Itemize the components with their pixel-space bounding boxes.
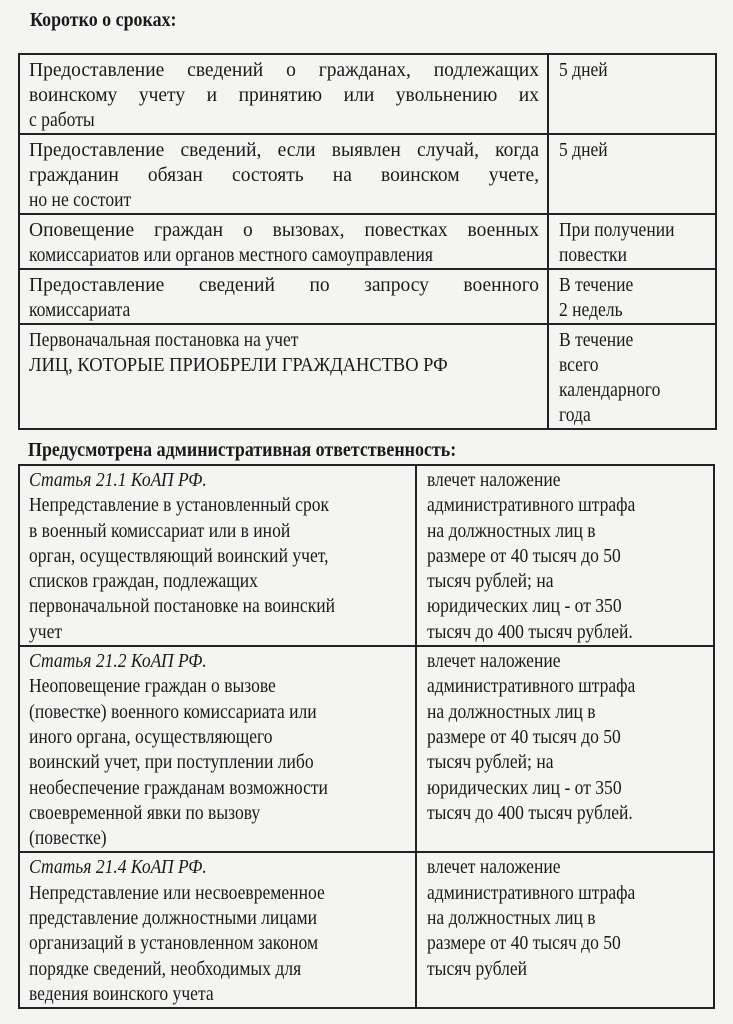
article-title: Статья 21.1 КоАП РФ.: [29, 470, 207, 491]
offense-line: иного органа, осуществляющего: [29, 726, 273, 748]
term-line: календарного: [559, 380, 661, 401]
penalty-line: административного штрафа: [427, 495, 636, 517]
deadline-row: [19, 214, 716, 269]
offense-line: необеспечение гражданам возможности: [29, 777, 328, 799]
offense-line: ведения воинского учета: [29, 983, 214, 1005]
term-line: повестки: [559, 245, 627, 266]
offense-line: воинский учет, при поступлении либо: [29, 752, 314, 774]
task-line: Предоставление сведений по запросу военного: [29, 275, 539, 296]
penalty-line: тысяч рублей; на: [427, 571, 554, 593]
penalty-line: на должностных лиц в: [427, 701, 596, 723]
deadline-row: [19, 134, 716, 214]
task-line: с работы: [29, 110, 95, 131]
offense-line: в военный комиссариат или в иной: [29, 520, 291, 542]
offense-line: учет: [29, 621, 63, 643]
offense-line: представление должностными лицами: [29, 908, 317, 930]
deadlines-heading: Коротко о сроках:: [30, 10, 177, 31]
offense-line: (повестке) военного комиссариата или: [29, 701, 317, 723]
penalty-line: административного штрафа: [427, 882, 636, 904]
offense-line: Непредставление или несвоевременное: [29, 882, 325, 904]
penalty-line: тысяч до 400 тысяч рублей.: [427, 621, 633, 643]
offense-line: (повестке): [29, 828, 107, 850]
deadline-term: [548, 269, 716, 324]
term-line: года: [559, 405, 591, 426]
penalty-line: размере от 40 тысяч до 50: [427, 933, 621, 955]
penalty-line: влечет наложение: [427, 857, 561, 879]
task-line: воинскому учету и принятию или увольнению их: [29, 85, 539, 106]
deadline-task: [19, 324, 548, 429]
deadline-row: [19, 269, 716, 324]
deadline-task: [19, 134, 548, 214]
penalty-cell: [416, 852, 714, 1008]
article-title: Статья 21.4 КоАП РФ.: [29, 857, 207, 879]
offense-line: первоначальной постановке на воинский: [29, 596, 336, 618]
offense-cell: [19, 852, 416, 1008]
offense-cell: [19, 646, 416, 852]
offense-line: порядке сведений, необходимых для: [29, 958, 302, 980]
penalty-line: юридических лиц - от 350: [427, 596, 622, 618]
offense-line: своевременной явки по вызову: [29, 802, 261, 824]
article-title: Статья 21.2 КоАП РФ.: [29, 651, 207, 673]
task-line: комиссариата: [29, 300, 131, 321]
deadline-row: [19, 324, 716, 429]
task-line: ЛИЦ, КОТОРЫЕ ПРИОБРЕЛИ ГРАЖДАНСТВО РФ: [29, 354, 448, 376]
deadline-term: [548, 134, 716, 214]
task-line: комиссариатов или органов местного самоуправления: [29, 245, 433, 266]
term-line: 5 дней: [559, 140, 608, 161]
penalty-line: влечет наложение: [427, 651, 561, 673]
penalty-line: размере от 40 тысяч до 50: [427, 545, 621, 567]
penalty-line: тысяч рублей: [427, 958, 528, 980]
liability-table: [18, 464, 715, 1009]
liability-row: [19, 646, 714, 852]
task-line: гражданин обязан состоять на воинском учете,: [29, 165, 539, 186]
offense-line: списков граждан, подлежащих: [29, 571, 258, 593]
deadline-term: [548, 54, 716, 134]
penalty-line: юридических лиц - от 350: [427, 777, 622, 799]
offense-line: Неоповещение граждан о вызове: [29, 676, 276, 698]
penalty-line: влечет наложение: [427, 470, 561, 491]
task-line: но не состоит: [29, 190, 132, 211]
term-line: При получении: [559, 220, 675, 241]
liability-row: [19, 465, 714, 646]
deadline-row: [19, 54, 716, 134]
deadline-term: [548, 214, 716, 269]
offense-line: орган, осуществляющий воинский учет,: [29, 545, 329, 567]
liability-row: [19, 852, 714, 1008]
task-line: Предоставление сведений, если выявлен случай, когда: [29, 140, 539, 161]
offense-cell: [19, 465, 416, 646]
penalty-cell: [416, 646, 714, 852]
task-line: Предоставление сведений о гражданах, подлежащих: [29, 60, 539, 81]
deadline-task: [19, 214, 548, 269]
deadline-task: [19, 269, 548, 324]
task-line: Оповещение граждан о вызовах, повестках военных: [29, 220, 539, 241]
deadlines-table: [18, 53, 717, 430]
offense-line: организаций в установленном законом: [29, 933, 319, 955]
penalty-line: тысяч до 400 тысяч рублей.: [427, 802, 633, 824]
term-line: 2 недель: [559, 300, 623, 321]
penalty-line: на должностных лиц в: [427, 908, 596, 930]
deadline-term: [548, 324, 716, 429]
term-line: всего: [559, 355, 599, 376]
offense-line: Непредставление в установленный срок: [29, 495, 330, 517]
liability-heading: Предусмотрена административная ответственность:: [28, 440, 457, 461]
term-line: В течение: [559, 275, 634, 296]
term-line: В течение: [559, 330, 634, 351]
penalty-line: административного штрафа: [427, 676, 636, 698]
penalty-line: на должностных лиц в: [427, 520, 596, 542]
penalty-line: тысяч рублей; на: [427, 752, 554, 774]
deadline-task: [19, 54, 548, 134]
penalty-cell: [416, 465, 714, 646]
term-line: 5 дней: [559, 60, 608, 81]
penalty-line: размере от 40 тысяч до 50: [427, 726, 621, 748]
task-line: Первоначальная постановка на учет: [29, 330, 299, 351]
